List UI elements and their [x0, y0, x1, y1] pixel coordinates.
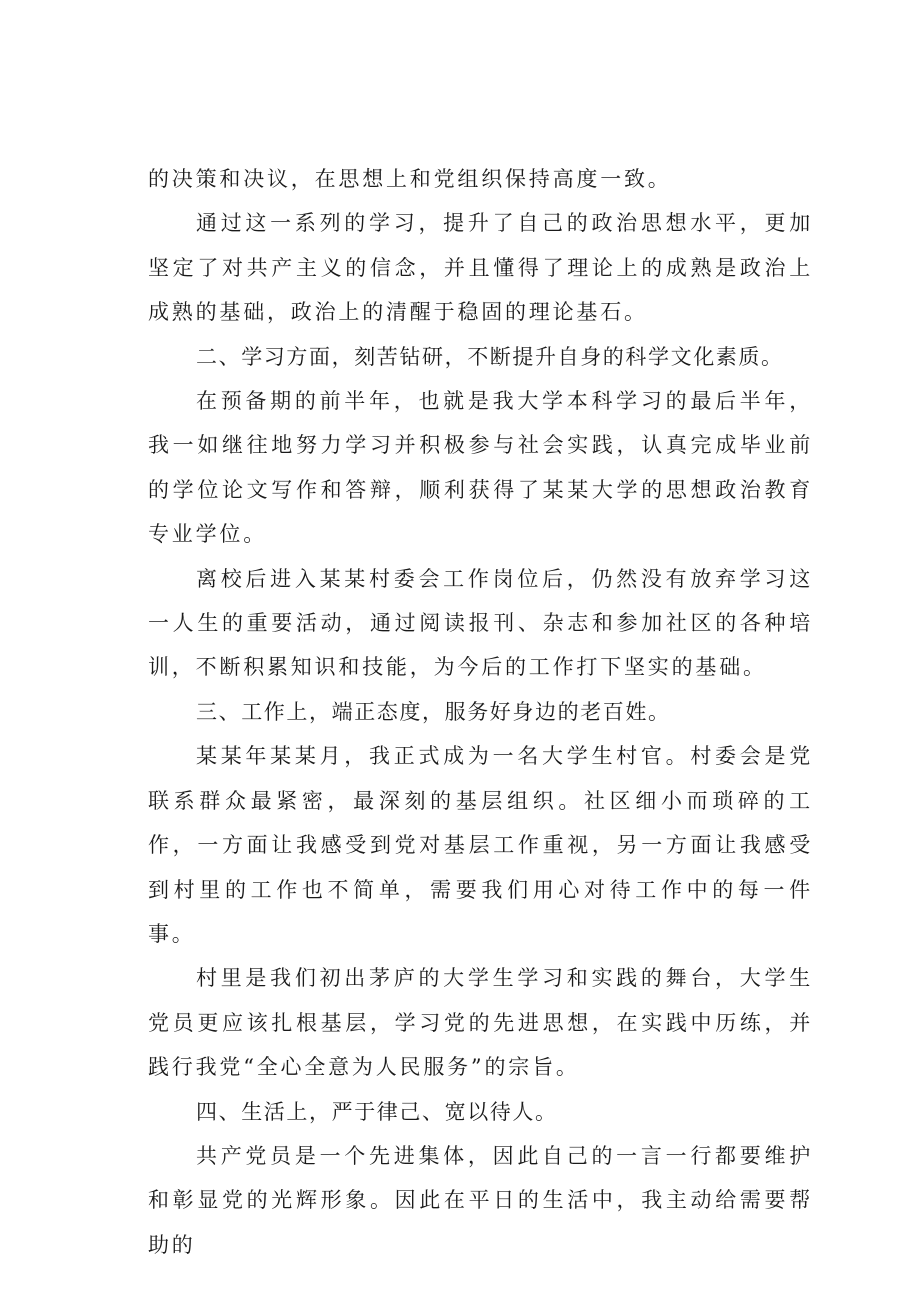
paragraph-village-official: 某某年某某月，我正式成为一名大学生村官。村委会是党联系群众最紧密，最深刻的基层组织。社区细小而琐碎的工作，一方面让我感受到党对基层工作重视，另一方面让我感受到村里的工作也不简单，需要我们用心对待工作中的每一件事。 — [148, 744, 813, 946]
paragraph-continuation: 的决策和决议，在思想上和党组织保持高度一致。 — [148, 167, 672, 191]
paragraph-continued-learning: 离校后进入某某村委会工作岗位后，仍然没有放弃学习这一人生的重要活动，通过阅读报刊、杂志和参加社区的各种培训，不断积累知识和技能，为今后的工作打下坚实的基础。 — [148, 566, 813, 680]
paragraph-study-summary: 通过这一系列的学习，提升了自己的政治思想水平，更加坚定了对共产主义的信念，并且懂得了理论上的成熟是政治上成熟的基础，政治上的清醒于稳固的理论基石。 — [148, 211, 813, 325]
section-heading-study: 二、学习方面，刻苦钻研，不断提升自身的科学文化素质。 — [196, 344, 784, 369]
section-heading-life: 四、生活上，严于律己、宽以待人。 — [196, 1099, 558, 1124]
section-heading-work: 三、工作上，端正态度，服务好身边的老百姓。 — [196, 699, 671, 724]
paragraph-party-image: 共产党员是一个先进集体，因此自己的一言一行都要维护和彰显党的光辉形象。因此在平日的生活中，我主动给需要帮助的 — [148, 1143, 813, 1257]
document-body — [148, 157, 813, 1267]
paragraph-grassroots: 村里是我们初出茅庐的大学生学习和实践的舞台，大学生党员更应该扎根基层，学习党的先进思想，在实践中历练，并践行我党“全心全意为人民服务”的宗旨。 — [148, 966, 813, 1080]
paragraph-graduation: 在预备期的前半年，也就是我大学本科学习的最后半年，我一如继往地努力学习并积极参与社会实践，认真完成毕业前的学位论文写作和答辩，顺利获得了某某大学的思想政治教育专业学位。 — [148, 389, 813, 547]
